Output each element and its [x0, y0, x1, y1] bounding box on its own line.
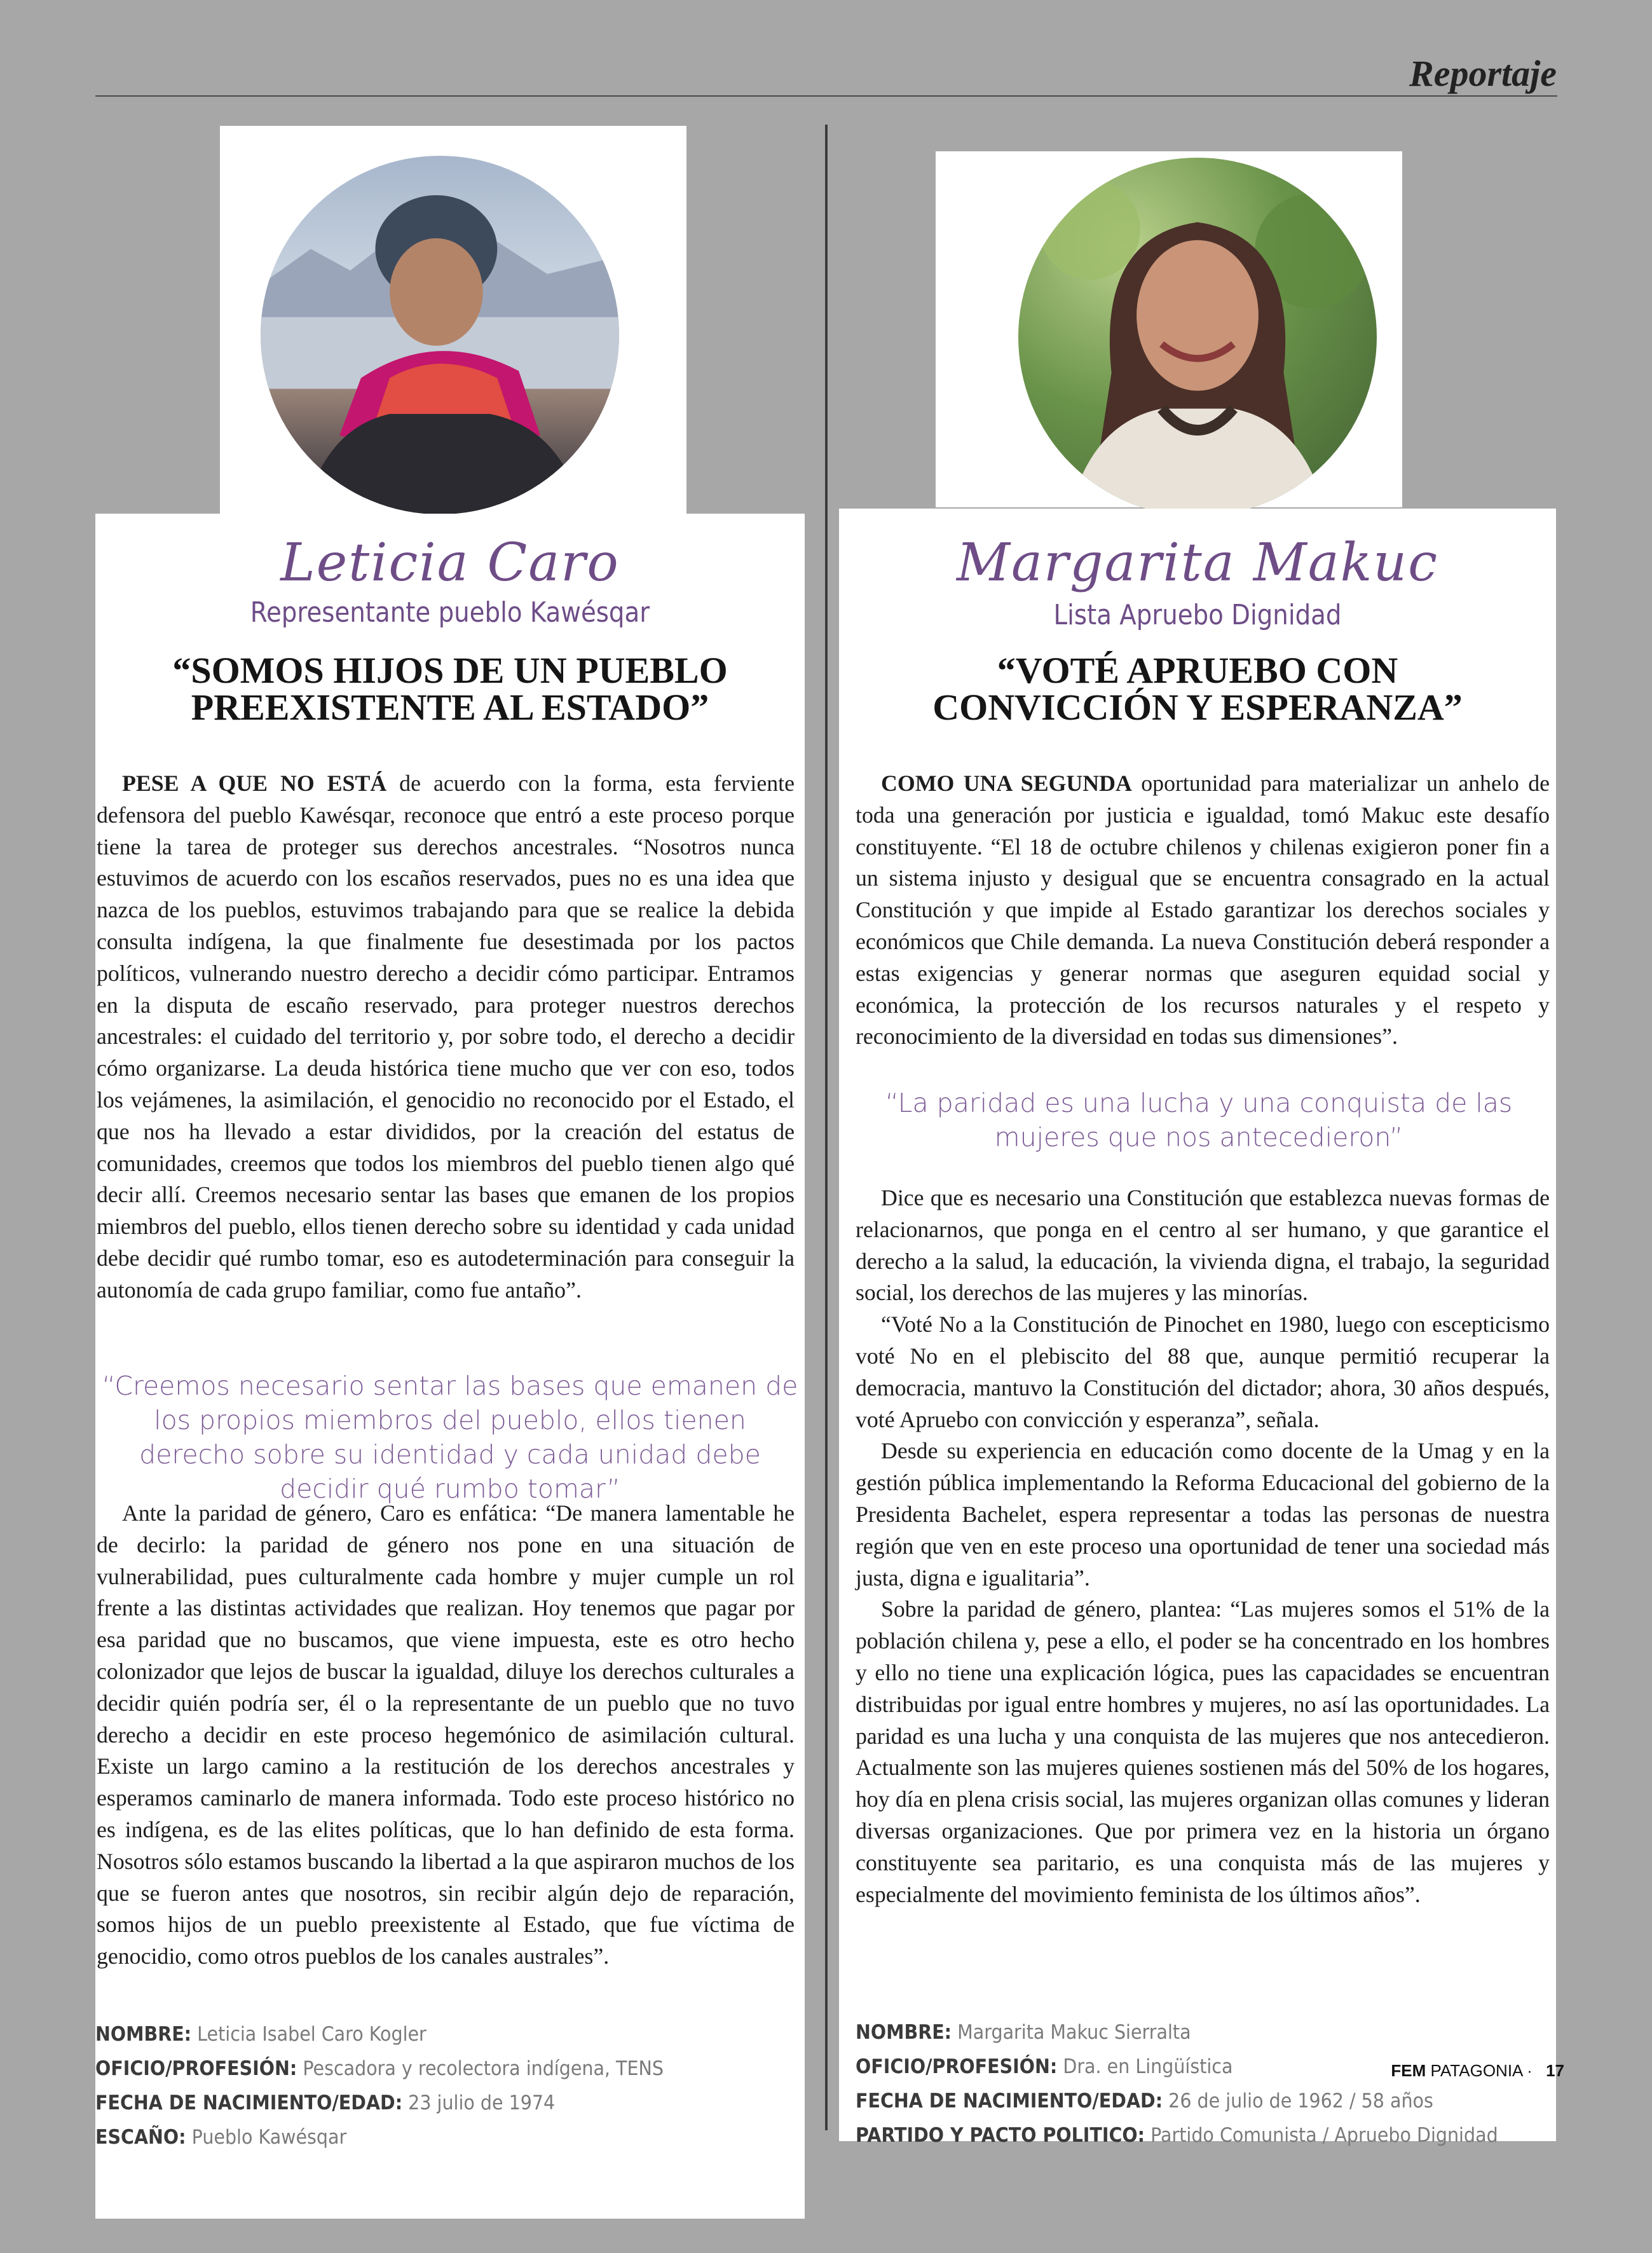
right-body-2 [856, 1182, 1550, 1910]
right-body-1 [856, 768, 1550, 1053]
left-portrait [261, 156, 619, 514]
left-headline-line-2: PREEXISTENTE AL ESTADO” [191, 687, 709, 728]
right-headline-line-2: CONVICCIÓN Y ESPERANZA” [932, 687, 1463, 728]
left-body-2-text: Ante la paridad de género, Caro es enfática: “De manera lamentable he de decirlo: la paridad de género nos pone en una situación de vulnerabilidad, pues culturalmente cada hombre y mujer cumple un rol frente a las distintas actividades que realizan. Hoy tenemos que pagar por esa paridad que no buscamos, que viene impuesta, este es otro hecho colonizador que lejos de buscar la igualdad, diluye los derechos culturales a decidir quién podría ser, él o la representante de un pueblo que no tuvo derecho a decidir en este proceso hegemónico de asimilación cultural. Existe un largo camino a la restitución de los derechos ancestrales y esperamos caminarlo de manera informada. Todo este proceso histórico no es indígena, es de las elites políticas, que lo han definido de esta forma. Nosotros sólo estamos buscando la libertad a la que aspiraron muchos de los que se fueron antes que nosotros, sin recibir algún dejo de reparación, somos hijos de un pueblo preexistente al Estado, que fue víctima de genocidio, como otros pueblos de los canales australes”. [97, 1500, 795, 1969]
left-pull-quote: “Creemos necesario sentar las bases que emanen de los propios miembros del pueblo, ellos tienen derecho sobre su identidad y cada unidad debe decidir qué rumbo tomar” [102, 1371, 798, 1504]
left-article-card [95, 514, 805, 2219]
left-headline [121, 652, 779, 726]
left-fact-row: NOMBRE: Leticia Isabel Caro Kogler [95, 2023, 427, 2046]
left-fact-row: OFICIO/PROFESIÓN: Pescadora y recolectora indígena, TENS [95, 2057, 664, 2080]
right-lead-in: COMO UNA SEGUNDA [881, 770, 1132, 796]
footer-magazine: PATAGONIA · [1430, 2061, 1533, 2080]
right-body-1-text: oportunidad para materializar un anhelo de toda una generación por justicia e igualdad, tomó Makuc este desafío constituyente. “El 18 de octubre chilenos y chilenas exigieron poner fin a un sistema injusto y desigual que se encuentra consagrado en la actual Constitución y que impide al Estado garantizar los derechos sociales y económicos que Chile demanda. La nueva Constitución deberá responder a estas exigencias y generar normas que aseguren equidad social y económica, la protección de los recursos naturales y el respeto y reconocimiento de la diversidad en todas sus dimensiones”. [856, 770, 1550, 1050]
left-person-role: Representante pueblo Kawésqar [250, 596, 650, 629]
right-headline-line-1: “VOTÉ APRUEBO CON [997, 650, 1398, 691]
left-portrait-illustration [261, 156, 619, 514]
left-fact-box [95, 2017, 713, 2154]
left-person-name: Leticia Caro [280, 533, 620, 593]
right-fact-box [856, 2015, 1554, 2153]
right-person-role: Lista Apruebo Dignidad [1053, 599, 1342, 631]
right-paragraph: “Voté No a la Constitución de Pinochet en 1980, luego con escepticismo voté No en el plebiscito del 88 que, aunque permitió recuperar la democracia, mantuvo la Constitución del dictador; ahora, 30 años después, voté Apruebo con convicción y esperanza”, señala. [856, 1311, 1550, 1432]
section-label: Reportaje [1409, 53, 1557, 94]
header-rule [95, 95, 1557, 97]
page-footer [1391, 2061, 1564, 2081]
left-fact-row: ESCAÑO: Pueblo Kawésqar [95, 2126, 347, 2149]
right-headline [864, 652, 1531, 726]
right-fact-row: NOMBRE: Margarita Makuc Sierralta [856, 2021, 1191, 2044]
column-divider [825, 125, 828, 2130]
right-portrait-illustration [1018, 158, 1377, 516]
left-body-1-text: de acuerdo con la forma, esta ferviente defensora del pueblo Kawésqar, reconoce que entró a este proceso porque tiene la tarea de proteger sus derechos ancestrales. “Nosotros nunca estuvimos de acuerdo con los escaños reservados, pues no es una idea que nazca de los pueblos, estuvimos trabajando para que se realice la debida consulta indígena, la que finalmente fue desestimada por los pactos políticos, vulnerando nuestro derecho a decidir cómo participar. Entramos en la disputa de escaño reservado, para proteger nuestros derechos ancestrales: el cuidado del territorio y, por sobre todo, el derecho a decidir cómo organizarse. La deuda histórica tiene mucho que ver con eso, todos los vejámenes, la asimilación, el genocidio no reconocido por el Estado, el que nos ha llevado a estar divididos, por la creación del estatus de comunidades, creemos que todos los miembros del pueblo tienen algo qué decir allí. Creemos necesario sentar las bases que emanen de los propios miembros del pueblo, ellos tienen derecho sobre su identidad y cada unidad debe decidir qué rumbo tomar, eso es autodeterminación para conseguir la autonomía de cada grupo familiar, como fue antaño”. [97, 770, 795, 1303]
left-body-2 [97, 1498, 795, 1973]
right-paragraph: Dice que es necesario una Constitución que establezca nuevas formas de relacionarnos, que ponga en el centro al ser humano, y que garantice el derecho a la salud, la educación, la vivienda digna, el trabajo, la seguridad social, los derechos de las mujeres y las minorías. [856, 1185, 1550, 1306]
right-fact-row: PARTIDO Y PACTO POLITICO: Partido Comunista / Apruebo Dignidad [856, 2124, 1498, 2147]
left-fact-row: FECHA DE NACIMIENTO/EDAD: 23 julio de 1974 [95, 2092, 556, 2114]
right-paragraph: Desde su experiencia en educación como docente de la Umag y en la gestión pública implementando la Reforma Educacional del gobierno de la Presidenta Bachelet, espera representar a todas las personas de nuestra región que ven en este proceso una oportunidad de tener una sociedad más justa, digna e igualitaria”. [856, 1438, 1550, 1591]
right-portrait [1018, 158, 1377, 516]
right-fact-row: FECHA DE NACIMIENTO/EDAD: 26 de julio de 1962 / 58 años [856, 2090, 1433, 2113]
right-fact-row: OFICIO/PROFESIÓN: Dra. en Lingüística [856, 2055, 1233, 2078]
right-paragraph: Sobre la paridad de género, plantea: “Las mujeres somos el 51% de la población chilena y, pese a ello, el poder se ha concentrado en los hombres y ello no tiene una explicación lógica, pues las capacidades se encuentran distribuidas por igual entre hombres y mujeres, no así las oportunidades. La paridad es una lucha y una conquista de las mujeres que nos antecedieron. Actualmente son las mujeres quienes sostienen más del 50% de los hogares, hoy día en plena crisis social, las mujeres organizan ollas comunes y lideran diversas organizaciones. Que por primera vez en la historia un órgano constituyente sea paritario, es una conquista más de las mujeres y especialmente del movimiento feminista de los últimos años”. [856, 1596, 1550, 1907]
right-pull-quote: “La paridad es una lucha y una conquista de las mujeres que nos antecedieron” [885, 1088, 1513, 1153]
page-number: 17 [1546, 2061, 1564, 2080]
left-headline-line-1: “SOMOS HIJOS DE UN PUEBLO [172, 650, 728, 691]
left-body-1 [97, 768, 795, 1306]
right-article-card [839, 509, 1556, 2147]
right-person-name: Margarita Makuc [956, 533, 1439, 593]
left-lead-in: PESE A QUE NO ESTÁ [122, 770, 387, 796]
footer-brand: FEM [1391, 2061, 1426, 2080]
